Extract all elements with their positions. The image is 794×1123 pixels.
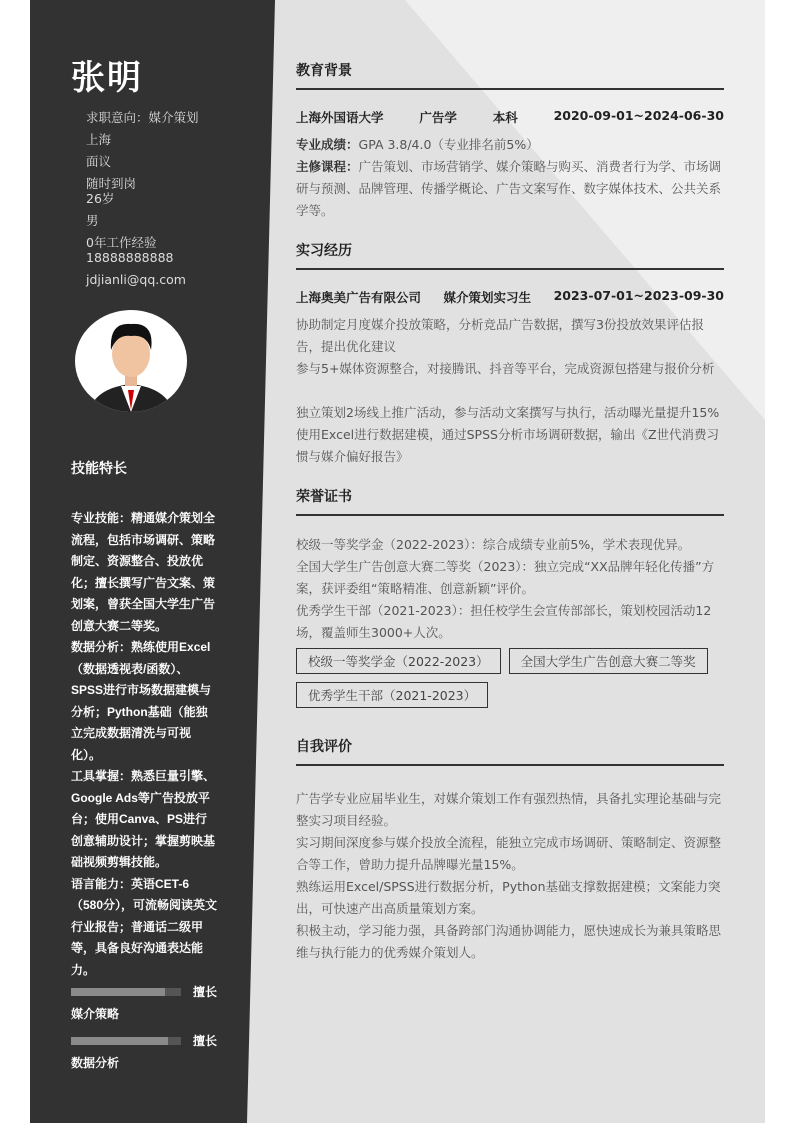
skill-bar-row [71, 1033, 219, 1049]
internship-line: 使用Excel进行数据建模，通过SPSS分析市场调研数据，输出《Z世代消费习惯与媒介偏好报告》 [296, 427, 720, 464]
salary: 面议 [86, 154, 112, 169]
honor-line: 优秀学生干部（2021-2023）：担任校学生会宣传部部长，策划校园活动12场，覆盖师生3000+人次。 [296, 603, 712, 640]
courses-label: 主修课程： [296, 159, 359, 174]
skill-text: 熟练使用Excel（数据透视表/函数）、SPSS进行市场数据建模与分析；Python基础（能独立完成数据清洗与可视化）。 [71, 640, 212, 762]
company: 上海奥美广告有限公司 [296, 290, 422, 305]
internship-section [296, 240, 724, 468]
skill-bar-name: 媒介策略 [71, 1007, 120, 1021]
skills-title: 技能特长 [71, 461, 127, 477]
self-eval-line: 广告学专业应届毕业生，对媒介策划工作有强烈热情，具备扎实理论基础与完整实习项目经验。 [296, 791, 722, 828]
dates: 2020-09-01~2024-06-30 [553, 108, 724, 123]
experience: 0年工作经验 [86, 235, 157, 250]
email: jdjianli@qq.com [86, 272, 186, 287]
main-content [296, 60, 724, 982]
skill-bar [71, 1037, 181, 1045]
skill-label: 工具掌握： [71, 769, 132, 783]
skill-label: 语言能力： [71, 876, 132, 891]
self-eval-line: 熟练运用Excel/SPSS进行数据分析，Python基础支撑数据建模；文案能力突出，可快速产出高质量策划方案。 [296, 879, 721, 916]
section-title: 教育背景 [296, 60, 724, 90]
skills-list [71, 508, 219, 1082]
honor-tag: 优秀学生干部（2021-2023） [296, 682, 488, 708]
internship-header [296, 288, 724, 306]
internship-line: 参与5+媒体资源整合，对接腾讯、抖音等平台，完成资源包搭建与报价分析 [296, 361, 715, 376]
dates: 2023-07-01~2023-09-30 [553, 288, 724, 303]
gender: 男 [86, 213, 99, 228]
degree: 本科 [492, 110, 518, 125]
gpa-label: 专业成绩： [296, 137, 359, 152]
section-title: 荣誉证书 [296, 486, 724, 516]
skill-text: 熟悉巨量引擎、Google Ads等广告投放平台；使用Canva、PS进行创意辅助设计；掌握剪映基础视频剪辑技能。 [71, 769, 216, 869]
gpa [296, 134, 724, 156]
skill-text: 英语CET-6（580分），可流畅阅读英文行业报告；普通话二级甲等，具备良好沟通表达能力。 [71, 876, 218, 977]
skill-bar-row [71, 984, 219, 1000]
skill-bar [71, 988, 181, 996]
honor-tags [296, 648, 724, 708]
self-eval-line: 实习期间深度参与媒介投放全流程，能独立完成市场调研、策略制定、资源整合等工作，曾助力提升品牌曝光量15%。 [296, 835, 722, 872]
resume-page [30, 0, 765, 1123]
skill-level: 擅长 [193, 1034, 218, 1048]
skill-item [71, 766, 219, 874]
honor-tag: 全国大学生广告创意大赛二等奖 [509, 648, 708, 674]
internship-line [296, 380, 724, 402]
gpa-value: GPA 3.8/4.0（专业排名前5%） [358, 137, 539, 152]
honor-tag: 校级一等奖学金（2022-2023） [296, 648, 501, 674]
internship-line: 独立策划2场线上推广活动，参与活动文案撰写与执行，活动曝光量提升15% [296, 405, 720, 420]
section-title: 实习经历 [296, 240, 724, 270]
education-header [296, 108, 724, 126]
honors-section [296, 486, 724, 708]
skill-label: 专业技能： [71, 511, 132, 525]
education-section [296, 60, 724, 222]
honor-line: 校级一等奖学金（2022-2023）：综合成绩专业前5%，学术表现优异。 [296, 537, 691, 552]
courses-value: 广告策划、市场营销学、媒介策略与购买、消费者行为学、市场调研与预测、品牌管理、传播学概论、广告文案写作、数字媒体技术、公共关系学等。 [296, 159, 722, 218]
internship-line: 协助制定月度媒介投放策略，分析竞品广告数据，撰写3份投放效果评估报告，提出优化建议 [296, 317, 704, 354]
honor-line: 全国大学生广告创意大赛二等奖（2023）：独立完成“XX品牌年轻化传播”方案，获评委组“策略精准、创意新颖”评价。 [296, 559, 715, 596]
personal-info [86, 110, 199, 294]
skill-item [71, 508, 219, 637]
avatar [75, 310, 187, 412]
skill-item [71, 874, 219, 982]
skill-item [71, 637, 219, 766]
skill-text: 精通媒介策划全流程，包括市场调研、策略制定、资源整合、投放优化；擅长撰写广告文案、策划案，曾获全国大学生广告创意大赛二等奖。 [71, 511, 216, 633]
self-eval-section [296, 736, 724, 964]
role: 媒介策划实习生 [443, 290, 532, 305]
skill-label: 数据分析： [71, 640, 132, 654]
school: 上海外国语大学 [296, 110, 384, 125]
candidate-name: 张明 [71, 58, 143, 98]
courses [296, 156, 724, 222]
phone: 18888888888 [86, 250, 174, 265]
skill-bar-fill [71, 988, 165, 996]
city: 上海 [86, 132, 112, 147]
job-intent: 求职意向：媒介策划 [86, 110, 199, 125]
skill-bar-name: 数据分析 [71, 1056, 120, 1070]
age: 26岁 [86, 191, 115, 206]
major: 广告学 [419, 110, 457, 125]
self-eval-line: 积极主动，学习能力强，具备跨部门沟通协调能力，愿快速成长为兼具策略思维与执行能力的优秀媒介策划人。 [296, 923, 722, 960]
skill-level: 擅长 [193, 985, 218, 999]
skill-bar-fill [71, 1037, 168, 1045]
section-title: 自我评价 [296, 736, 724, 766]
availability: 随时到岗 [86, 176, 137, 191]
